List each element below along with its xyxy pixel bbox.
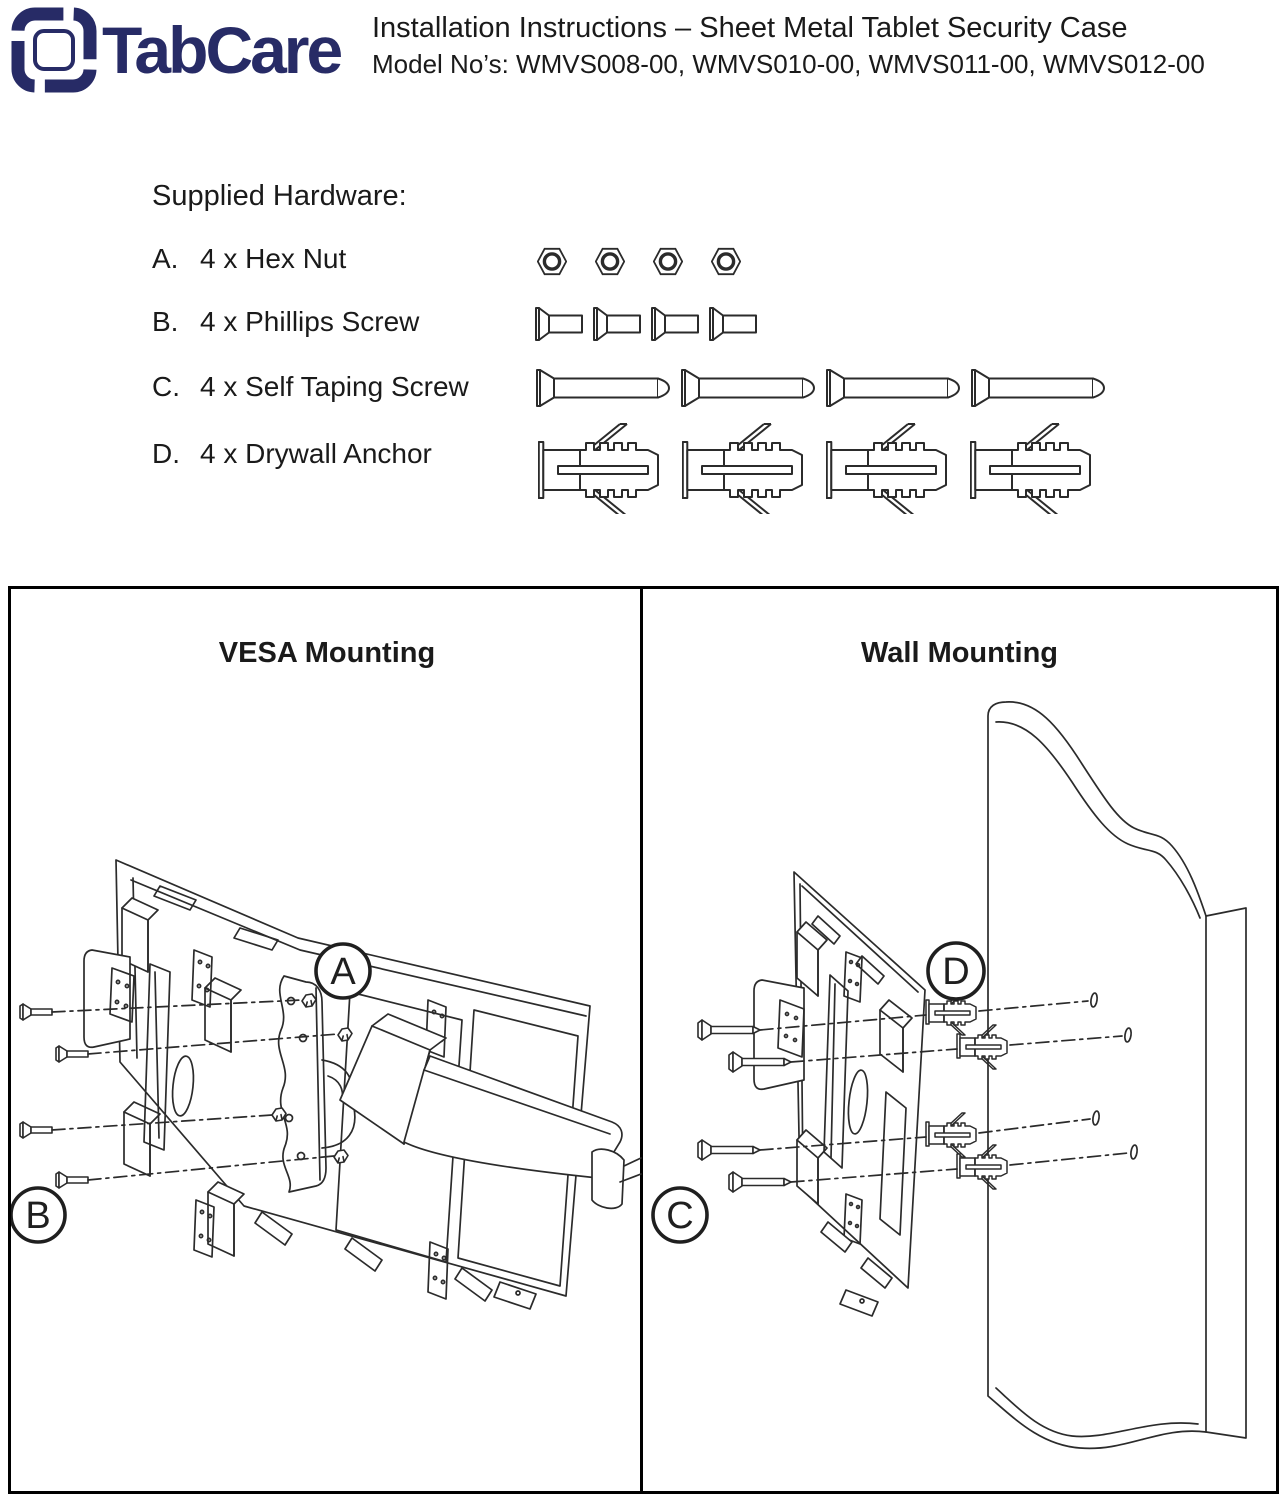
phillips-screw-icon [709, 307, 757, 341]
hardware-heading: Supplied Hardware: [152, 180, 407, 212]
wall-section [988, 702, 1246, 1449]
phillips-screw-icon-row [535, 307, 757, 341]
hardware-item-hex-nut [152, 243, 346, 275]
callout-a [316, 944, 370, 998]
callout-b [11, 1188, 65, 1242]
self-taping-screw [698, 1140, 760, 1160]
hardware-item-drywall-anchor [152, 438, 432, 470]
item-label: 4 x Drywall Anchor [200, 438, 432, 469]
callout-d [928, 943, 984, 999]
vesa-mounting-diagram [11, 589, 643, 1491]
drywall-anchor-icon [538, 422, 665, 514]
mount-plate [84, 860, 590, 1309]
phillips-screw-icon [535, 307, 583, 341]
vesa-panel-title: VESA Mounting [218, 637, 436, 669]
self-taping-screw-icon [536, 369, 671, 407]
hex-nut-icon [537, 246, 567, 277]
item-letter: D. [152, 438, 180, 469]
self-taping-screw-icon [971, 369, 1106, 407]
phillips-screw [56, 1046, 88, 1062]
model-numbers: Model No’s: WMVS008-00, WMVS010-00, WMVS011-00, WMVS012-00 [372, 49, 1205, 79]
mounting-panels [8, 586, 1279, 1494]
callout-a-label: A [330, 951, 356, 993]
item-letter: A. [152, 243, 179, 274]
wall-panel-title: Wall Mounting [860, 637, 1059, 669]
item-letter: B. [152, 306, 179, 337]
page-title: Installation Instructions – Sheet Metal Tablet Security Case [372, 12, 1128, 44]
brand-name: TabCare [102, 13, 341, 87]
hex-nut-icon [653, 246, 683, 277]
drywall-anchor-icon [970, 422, 1097, 514]
self-taping-screw-icon [826, 369, 961, 407]
phillips-screw [56, 1172, 88, 1188]
item-label: 4 x Hex Nut [200, 243, 347, 274]
wall-mounting-diagram [643, 589, 1276, 1491]
drywall-anchor-icon [826, 422, 953, 514]
hex-nut-icon-row [537, 246, 741, 277]
phillips-screw [20, 1004, 52, 1020]
phillips-screw-icon [593, 307, 641, 341]
callout-c-label: C [666, 1195, 694, 1237]
mount-plate [754, 872, 925, 1316]
self-taping-screw-icon-row [536, 369, 1106, 407]
drywall-anchor-icon-row [538, 422, 1097, 514]
hardware-item-self-taping-screw [152, 371, 469, 403]
brand-logo [10, 6, 340, 94]
tablet-logo-icon [10, 6, 98, 94]
hex-nut-icon [711, 246, 741, 277]
phillips-screw-icon [651, 307, 699, 341]
self-taping-screw-icon [681, 369, 816, 407]
item-label: 4 x Self Taping Screw [200, 371, 469, 402]
callout-c [653, 1188, 707, 1242]
item-label: 4 x Phillips Screw [200, 306, 420, 337]
drywall-anchor [926, 1113, 976, 1157]
self-taping-screw [729, 1172, 791, 1192]
self-taping-screw [698, 1020, 760, 1040]
callout-b-label: B [25, 1195, 51, 1237]
callout-d-label: D [942, 951, 970, 993]
hex-nut-icon [595, 246, 625, 277]
phillips-screw [20, 1122, 52, 1138]
drywall-anchor-icon [682, 422, 809, 514]
item-letter: C. [152, 371, 180, 402]
hardware-item-phillips-screw [152, 306, 419, 338]
